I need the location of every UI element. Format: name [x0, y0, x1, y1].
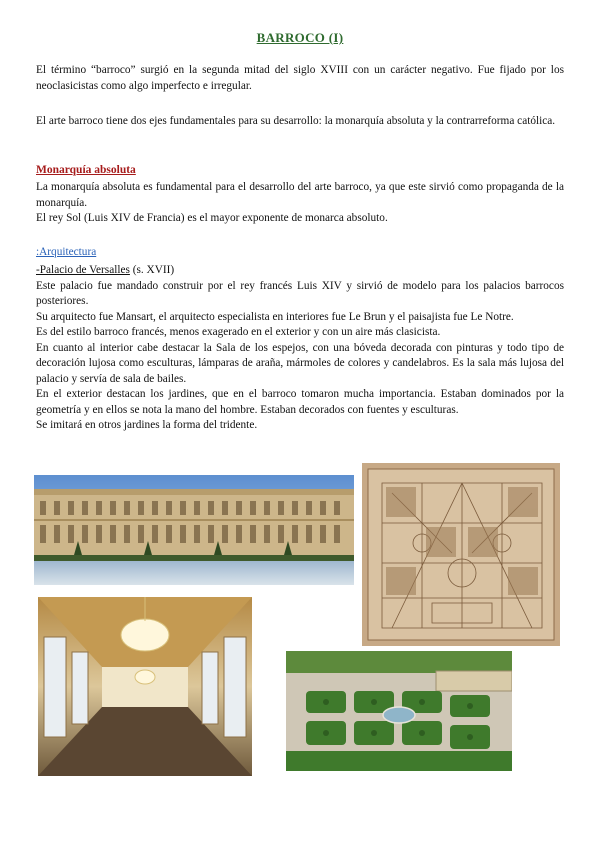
arquitectura-paragraph-2: Su arquitecto fue Mansart, el arquitecto especialista en interiores fue Le Brun y el paisajista fue Le Notre. [36, 310, 514, 323]
arquitectura-paragraph-4: En cuanto al interior cabe destacar la Sala de los espejos, con una bóveda decorada con pinturas y todo tipo de decoración lujosa como esculturas, lámparas de araña, mármoles de colores y candelabros. Es la sala más lujosa del palacio y servía de sala de bailes. [36, 341, 564, 385]
versalles-subheading: -Palacio de Versalles [36, 264, 130, 276]
monarquia-block [36, 180, 564, 227]
arquitectura-block [36, 263, 564, 434]
monarquia-heading: Monarquía absoluta [36, 164, 136, 176]
page-title: BARROCO (I) [256, 30, 344, 45]
monarquia-paragraph-1: La monarquía absoluta es fundamental para el desarrollo del arte barroco, ya que este sirvió como propaganda de la monarquía. [36, 181, 564, 209]
hall-of-mirrors-photo [38, 597, 252, 776]
versalles-century: (s. XVII) [129, 264, 175, 276]
arquitectura-paragraph-6: Se imitará en otros jardines la forma del tridente. [36, 419, 258, 431]
arquitectura-paragraph-5: En el exterior destacan los jardines, que en el barroco tomaron mucha importancia. Estaban dominados por la geometría y en ellos se nota la mano del hombre. Estaban decorados con fuentes y esculturas. [36, 388, 564, 416]
arquitectura-heading[interactable]: :Arquitectura [36, 246, 97, 258]
palace-facade-photo [34, 475, 354, 585]
arquitectura-paragraph-1: Este palacio fue mandado construir por el rey francés Luis XIV y sirvió de modelo para los palacios barrocos posteriores. [36, 279, 564, 307]
monarquia-paragraph-2: El rey Sol (Luis XIV de Francia) es el mayor exponente de monarca absoluto. [36, 212, 388, 224]
versalles-subheading-line [36, 263, 564, 279]
arquitectura-paragraph-3: Es del estilo barroco francés, menos exagerado en el exterior y con un aire más clasicista. [36, 326, 441, 338]
aerial-gardens-photo [286, 651, 512, 771]
intro-block-2 [36, 114, 564, 130]
versailles-map-photo [362, 463, 560, 646]
intro-paragraph-2: El arte barroco tiene dos ejes fundamentales para su desarrollo: la monarquía absoluta y la contrarreforma católica. [36, 115, 556, 127]
intro-block [36, 63, 564, 94]
intro-paragraph-1: El término “barroco” surgió en la segunda mitad del siglo XVIII con un carácter negativo. Fue fijado por los neoclasicistas como algo imperfecto e irregular. [36, 64, 564, 92]
